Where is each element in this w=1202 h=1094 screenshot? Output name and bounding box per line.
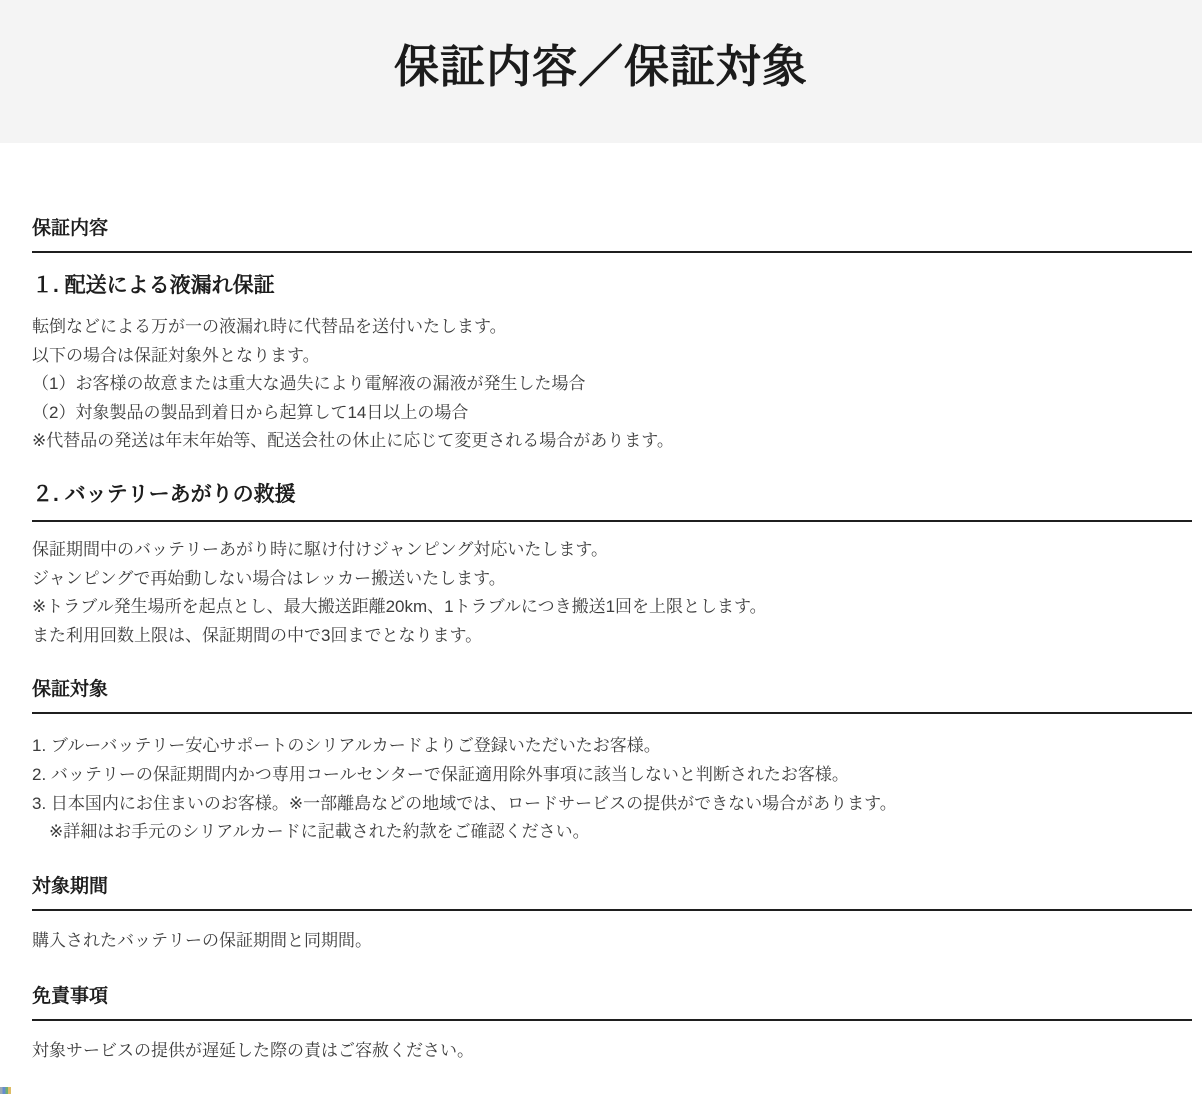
text-line: （2）対象製品の製品到着日から起算して14日以上の場合	[32, 402, 469, 422]
text-line: ジャンピングで再始動しない場合はレッカー搬送いたします。	[32, 568, 506, 588]
page-title: 保証内容／保証対象	[393, 40, 808, 92]
subsection-divider	[32, 520, 1192, 522]
section-divider	[32, 251, 1192, 253]
text-line: ※代替品の発送は年末年始等、配送会社の休止に応じて変更される場合があります。	[32, 431, 674, 451]
text-line: 転倒などによる万が一の液漏れ時に代替品を送付いたします。	[32, 317, 507, 336]
section-heading-warranty-target: 保証対象	[32, 679, 109, 701]
text-line: 対象サービスの提供が遅延した際の責はご容赦ください。	[32, 1041, 474, 1061]
section-disclaimer	[32, 985, 1192, 1066]
section-warranty-target	[32, 678, 1192, 846]
subsection-heading-battery-rescue: ２. バッテリーあがりの救援	[32, 482, 296, 506]
text-line: ※トラブル発生場所を起点とし、最大搬送距離20km、1トラブルにつき搬送1回を上限とします。	[32, 597, 767, 617]
list-item: 3. 日本国内にお住まいのお客様。※一部離島などの地域では、ロードサービスの提供ができない場合があります。	[32, 793, 897, 813]
text-line: また利用回数上限は、保証期間の中で3回までとなります。	[32, 625, 483, 645]
section-divider	[32, 1019, 1192, 1021]
content	[0, 143, 1202, 1066]
target-period-paragraph	[32, 927, 1192, 956]
text-line: 保証期間中のバッテリーあがり時に駆け付けジャンピング対応いたします。	[32, 539, 608, 559]
section-heading-target-period: 対象期間	[32, 875, 109, 897]
list-item: 2. バッテリーの保証期間内かつ専用コールセンターで保証適用除外事項に該当しないと判断されたお客様。	[32, 764, 849, 784]
leak-warranty-paragraphs	[32, 313, 1192, 456]
section-divider	[32, 712, 1192, 714]
disclaimer-paragraph	[32, 1037, 1192, 1066]
text-line: 以下の場合は保証対象外となります。	[32, 345, 320, 365]
text-line: （1）お客様の故意または重大な過失により電解液の漏液が発生した場合	[32, 374, 586, 394]
page-header	[0, 0, 1202, 143]
section-target-period	[32, 875, 1192, 956]
section-heading-disclaimer: 免責事項	[32, 986, 109, 1008]
section-warranty-content	[32, 217, 1192, 650]
battery-rescue-paragraphs	[32, 536, 1192, 650]
cropped-artifact	[0, 1087, 11, 1094]
text-line: 購入されたバッテリーの保証期間と同期間。	[32, 930, 372, 950]
list-item-note: ※詳細はお手元のシリアルカードに記載された約款をご確認ください。	[49, 822, 590, 842]
subsection-heading-leak-warranty: １. 配送による液漏れ保証	[32, 274, 275, 297]
section-divider	[32, 909, 1192, 911]
list-item: 1. ブルーバッテリー安心サポートのシリアルカードよりご登録いただいたお客様。	[32, 736, 661, 756]
warranty-target-list	[32, 732, 1192, 846]
section-heading-warranty-content: 保証内容	[32, 218, 109, 239]
